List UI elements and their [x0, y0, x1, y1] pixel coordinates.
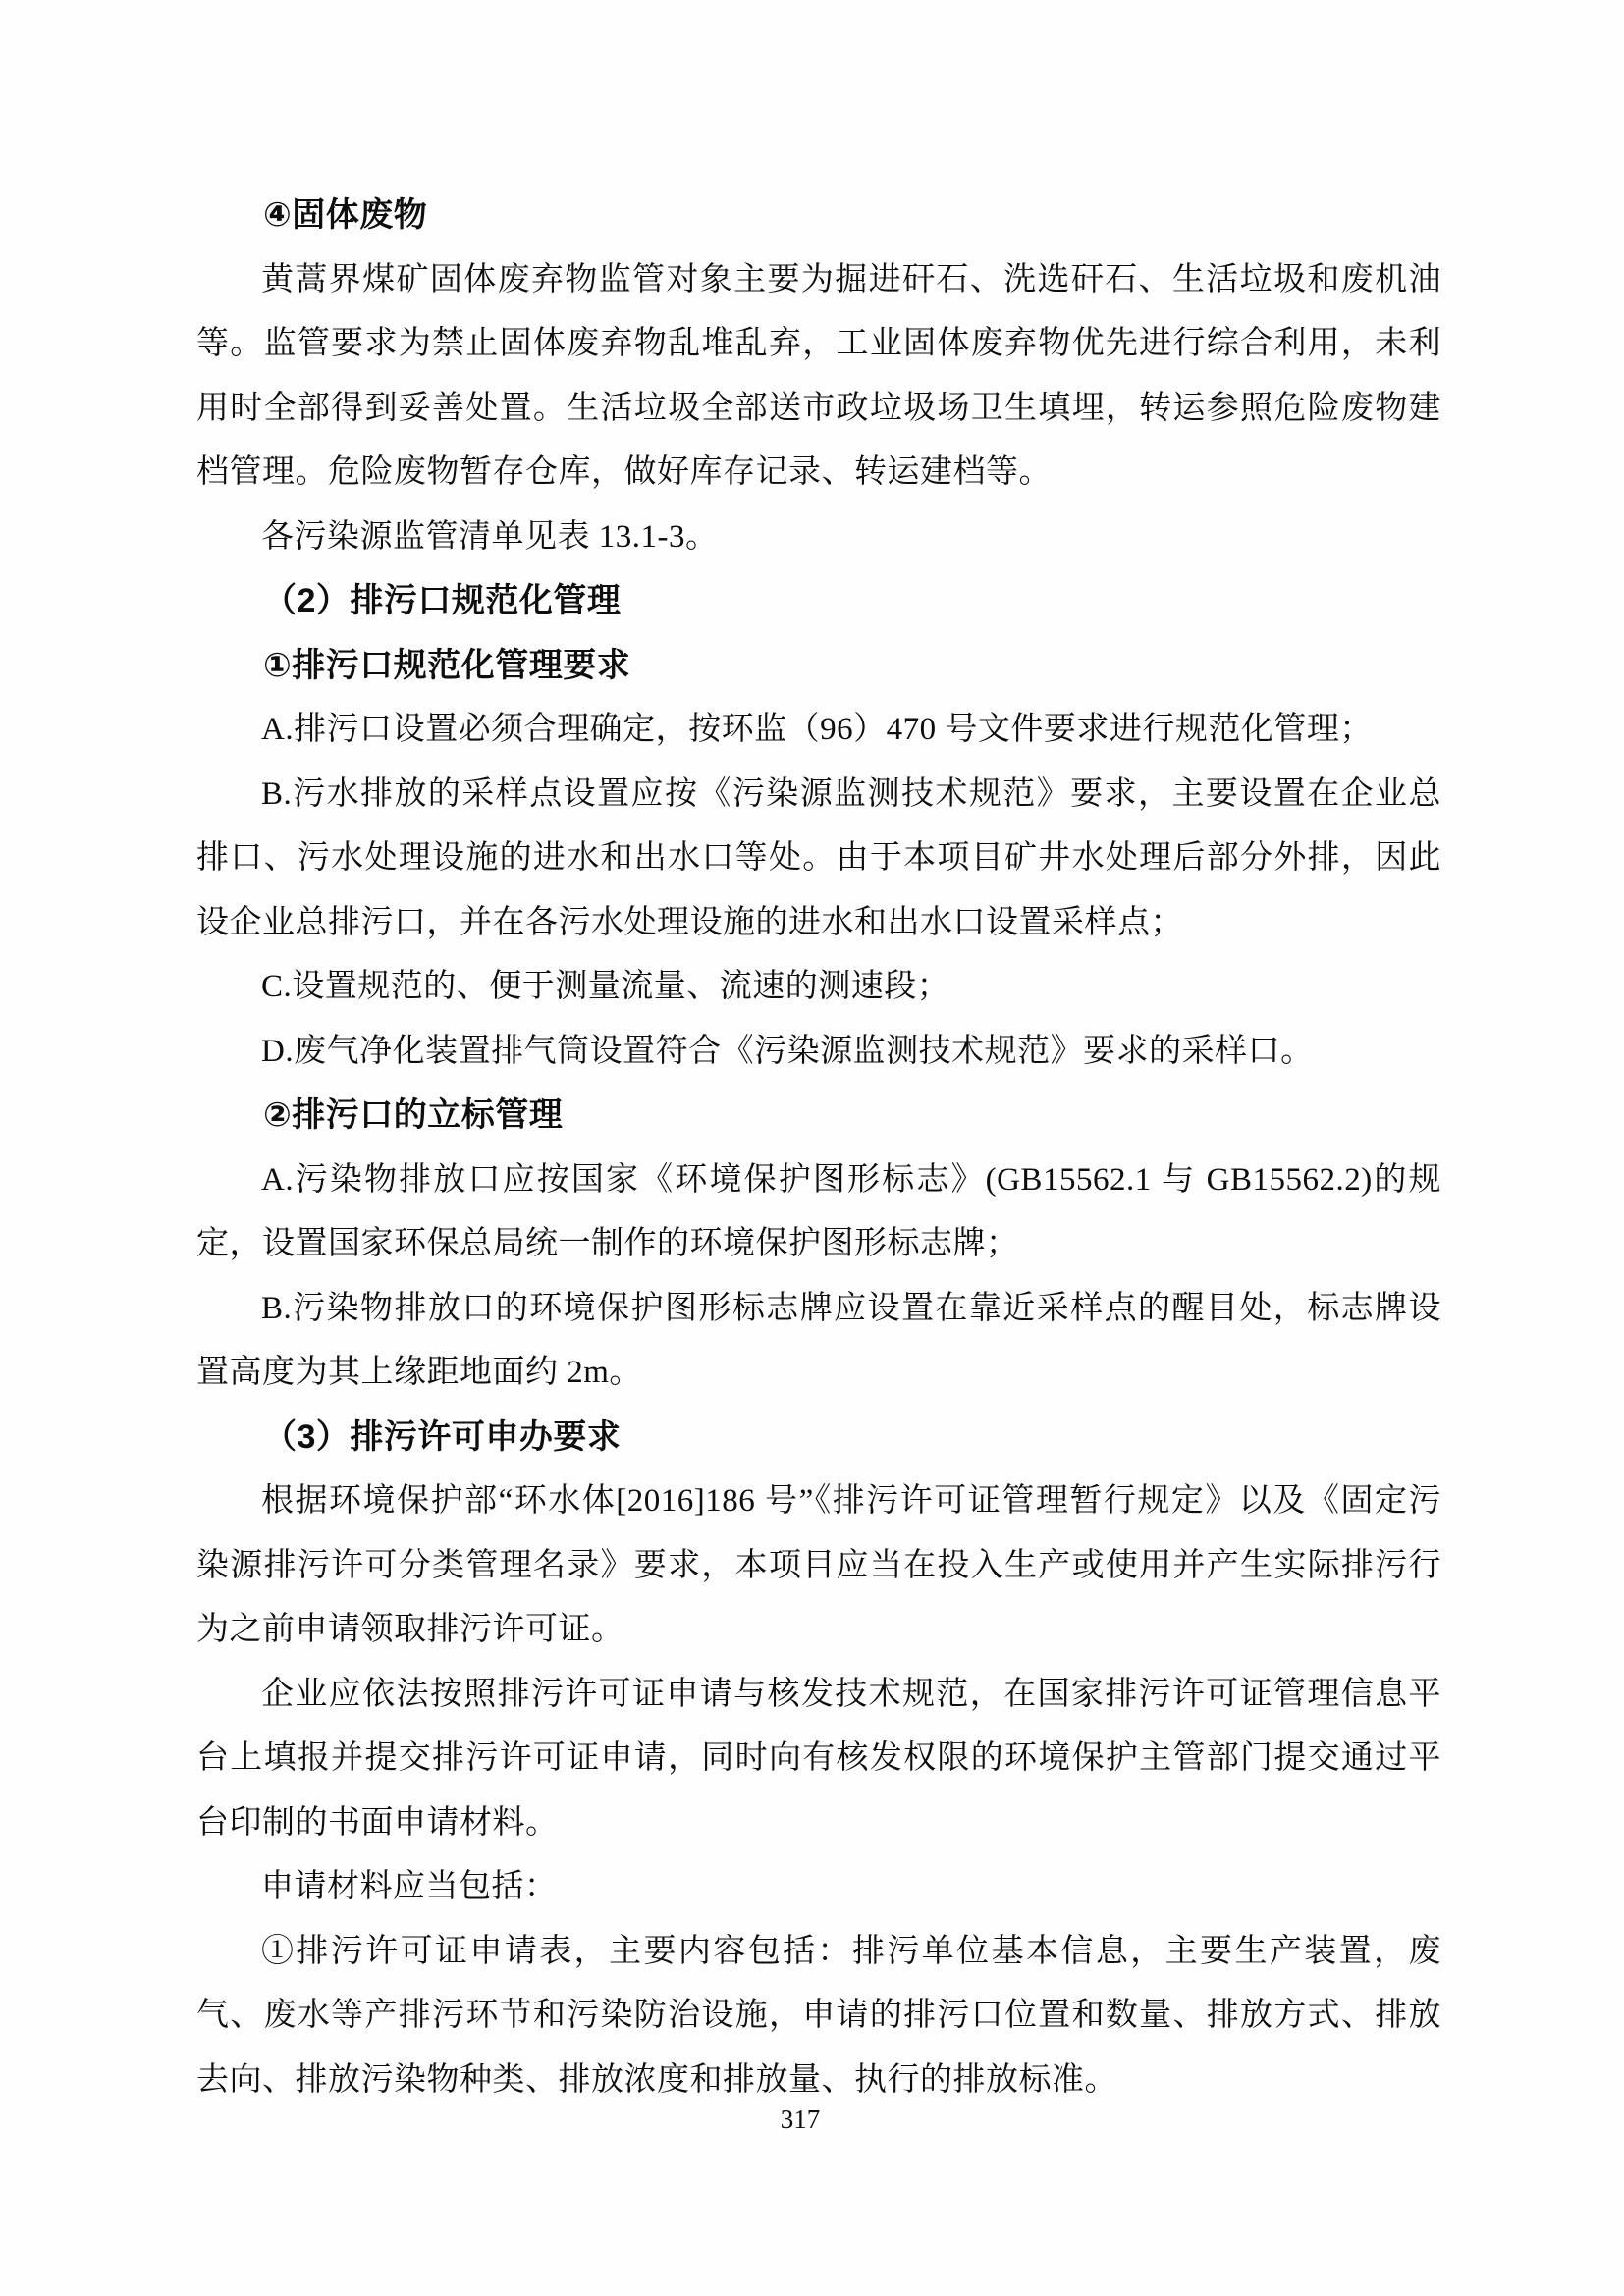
heading-solid-waste: ④固体废物 [263, 196, 428, 234]
heading-outfall-requirements: ①排污口规范化管理要求 [263, 646, 631, 684]
para-permit-platform: 企业应依法按照排污许可证申请与核发技术规范，在国家排污许可证管理信息平台上填报并提交排污许可证申请，同时向有核发权限的环境保护主管部门提交通过平台印制的书面申请材料。 [196, 1676, 1441, 1841]
para-permit-basis: 根据环境保护部“环水体[2016]186 号”《排污许可证管理暂行规定》以及《固定污染源排污许可分类管理名录》要求，本项目应当在投入生产或使用并产生实际排污行为之前申请领取排污许可证。 [196, 1483, 1441, 1647]
page-content [196, 184, 1441, 2112]
page-footer [196, 2105, 1404, 2135]
heading-outfall-standardization: （2）排污口规范化管理 [263, 582, 622, 619]
para-application-materials-intro: 申请材料应当包括： [261, 1869, 558, 1904]
page-number: 317 [780, 2105, 821, 2134]
para-solid-waste-overview: 黄蒿界煤矿固体废弃物监管对象主要为掘进矸石、洗选矸石、生活垃圾和废机油等。监管要求为禁止固体废弃物乱堆乱弃，工业固体废弃物优先进行综合利用，未利用时全部得到妥善处置。生活垃圾全部送市政垃圾场卫生填埋，转运参照危险废物建档管理。危险废物暂存仓库，做好库存记录、转运建档等。 [196, 261, 1441, 490]
para-outfall-item-d: D.废气净化装置排气筒设置符合《污染源监测技术规范》要求的采样口。 [261, 1033, 1314, 1069]
heading-outfall-signage: ②排污口的立标管理 [263, 1096, 564, 1134]
para-signage-item-b: B.污染物排放口的环境保护图形标志牌应设置在靠近采样点的醒目处，标志牌设置高度为其上缘距地面约 2m。 [196, 1290, 1441, 1390]
para-outfall-item-c: C.设置规范的、便于测量流量、流速的测速段； [261, 969, 950, 1004]
para-outfall-item-a: A.排污口设置必须合理确定，按环监（96）470 号文件要求进行规范化管理； [261, 712, 1373, 747]
para-outfall-item-b: B.污水排放的采样点设置应按《污染源监测技术规范》要求，主要设置在企业总排口、污水处理设施的进水和出水口等处。由于本项目矿井水处理后部分外排，因此设企业总排污口，并在各污水处理设施的进水和出水口设置采样点； [196, 775, 1441, 940]
para-pollution-source-list-ref: 各污染源监管清单见表 13.1-3。 [261, 518, 719, 555]
para-signage-item-a: A.污染物排放口应按国家《环境保护图形标志》(GB15562.1 与 GB15562.2)的规定，设置国家环保总局统一制作的环境保护图形标志牌； [196, 1161, 1441, 1261]
heading-permit-application: （3）排污许可申办要求 [263, 1417, 622, 1456]
para-application-form-contents: ①排污许可证申请表，主要内容包括：排污单位基本信息，主要生产装置，废气、废水等产排污环节和污染防治设施，申请的排污口位置和数量、排放方式、排放去向、排放污染物种类、排放浓度和排放量、执行的排放标准。 [196, 1933, 1441, 2098]
